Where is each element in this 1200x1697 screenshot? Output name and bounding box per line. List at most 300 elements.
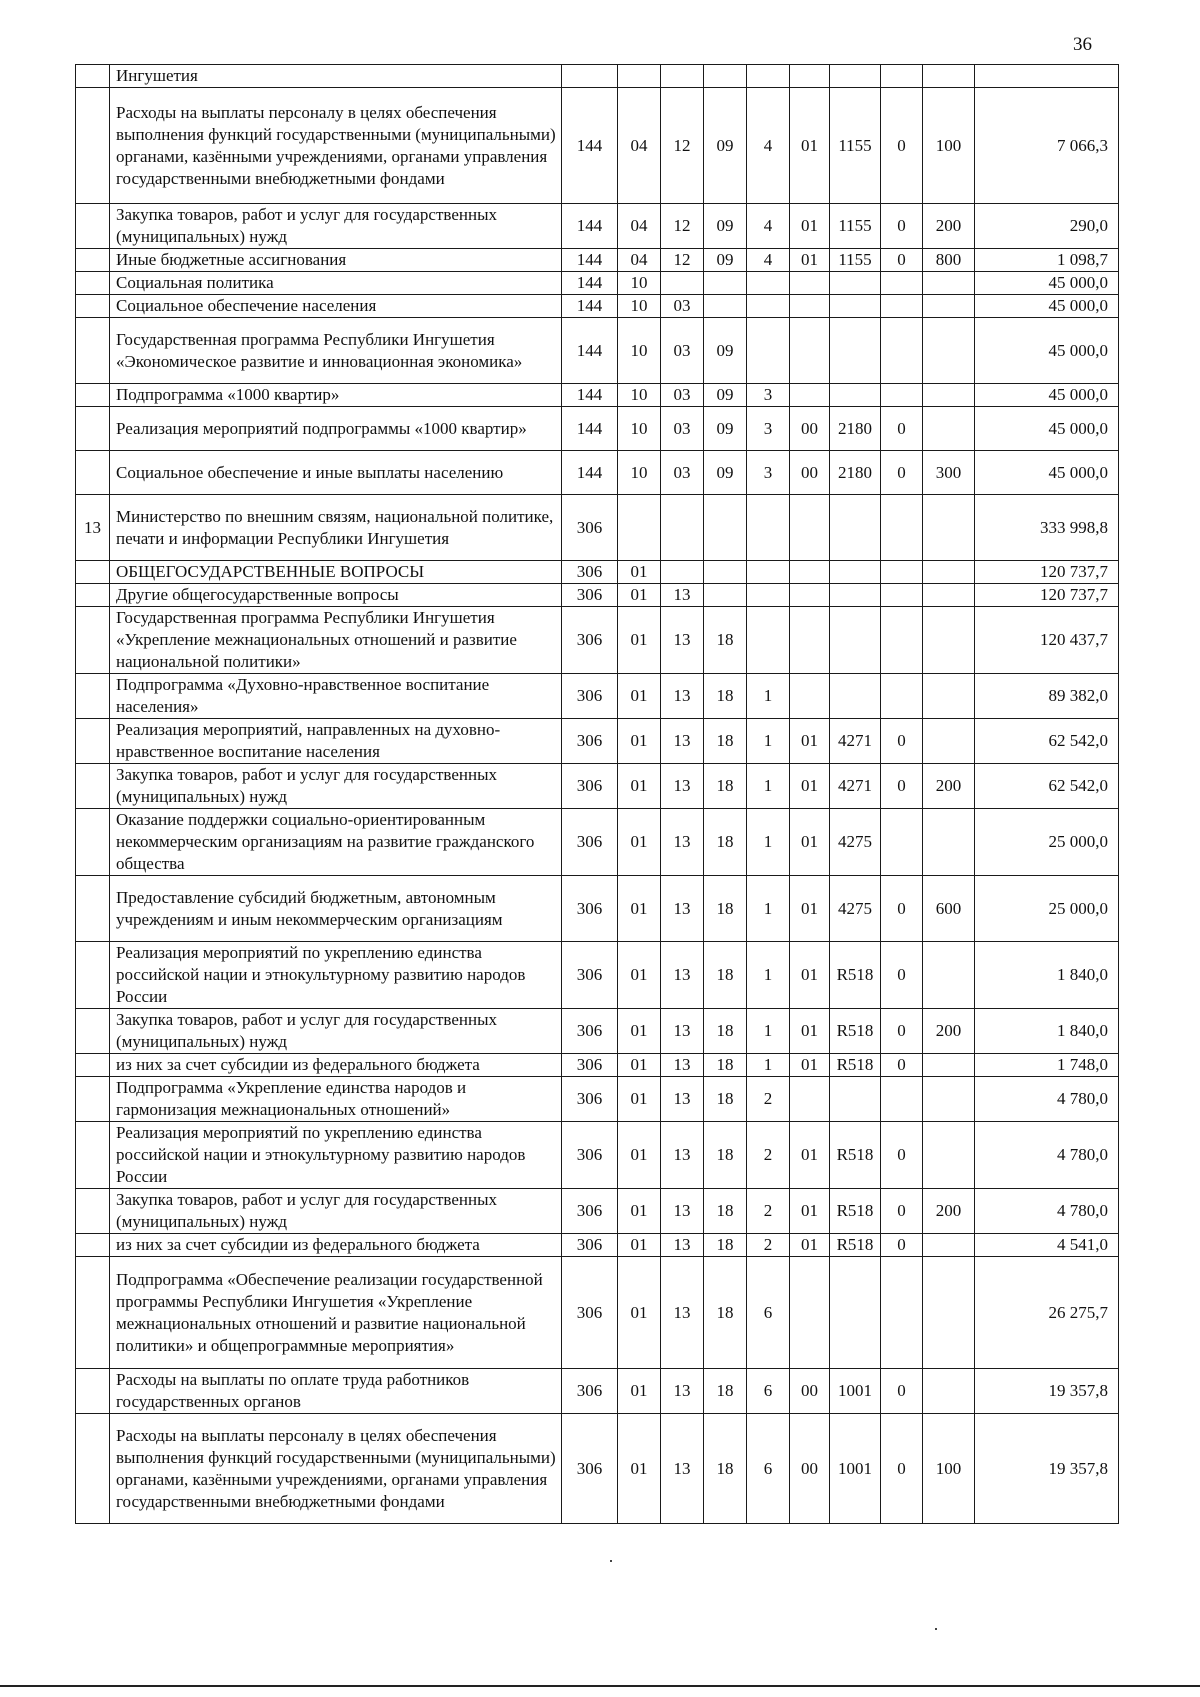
row-index-cell <box>76 1077 110 1122</box>
amount-cell: 120 437,7 <box>975 607 1119 674</box>
table-row <box>76 1122 1119 1189</box>
budget-table <box>75 64 1119 1524</box>
code-cell-c5: 6 <box>747 1414 790 1524</box>
code-cell-c2: 01 <box>618 1369 661 1414</box>
code-cell-c4: 18 <box>704 1369 747 1414</box>
code-cell-c9: 200 <box>923 1189 975 1234</box>
item-name-cell: Расходы на выплаты персоналу в целях обеспечения выполнения функций государственными (муниципальными) органами, казёнными учреждениями, органами управления государственными внебюджетными фондами <box>110 1414 562 1524</box>
code-cell-c6 <box>790 584 830 607</box>
code-cell-c8 <box>881 384 923 407</box>
item-name-cell: Расходы на выплаты по оплате труда работников государственных органов <box>110 1369 562 1414</box>
code-cell-c1: 306 <box>562 1234 618 1257</box>
code-cell-c5: 4 <box>747 204 790 249</box>
item-name-cell: ОБЩЕГОСУДАРСТВЕННЫЕ ВОПРОСЫ <box>110 561 562 584</box>
code-cell-c4: 18 <box>704 764 747 809</box>
code-cell-c5: 1 <box>747 1054 790 1077</box>
row-index-cell <box>76 295 110 318</box>
code-cell-c2: 10 <box>618 451 661 495</box>
code-cell-c6: 01 <box>790 1054 830 1077</box>
code-cell-c5: 1 <box>747 674 790 719</box>
code-cell-c1: 144 <box>562 407 618 451</box>
code-cell-c5 <box>747 584 790 607</box>
code-cell-c3: 03 <box>661 384 704 407</box>
row-index-cell <box>76 1122 110 1189</box>
code-cell-c7 <box>830 584 881 607</box>
code-cell-c9 <box>923 1257 975 1369</box>
code-cell-c3: 13 <box>661 809 704 876</box>
code-cell-c6 <box>790 295 830 318</box>
amount-cell: 333 998,8 <box>975 495 1119 561</box>
code-cell-c8: 0 <box>881 1369 923 1414</box>
code-cell-c6 <box>790 607 830 674</box>
row-index-cell <box>76 719 110 764</box>
code-cell-c3: 13 <box>661 764 704 809</box>
code-cell-c5: 1 <box>747 942 790 1009</box>
code-cell-c5: 2 <box>747 1122 790 1189</box>
code-cell-c3: 13 <box>661 1009 704 1054</box>
amount-cell: 4 780,0 <box>975 1077 1119 1122</box>
code-cell-c2: 01 <box>618 719 661 764</box>
row-index-cell <box>76 1009 110 1054</box>
code-cell-c7 <box>830 295 881 318</box>
code-cell-c2: 04 <box>618 88 661 204</box>
table-row <box>76 1009 1119 1054</box>
row-index-cell <box>76 272 110 295</box>
table-row <box>76 607 1119 674</box>
row-index-cell <box>76 1257 110 1369</box>
row-index-cell <box>76 764 110 809</box>
code-cell-c9: 200 <box>923 204 975 249</box>
code-cell-c3: 13 <box>661 1234 704 1257</box>
amount-cell: 4 541,0 <box>975 1234 1119 1257</box>
table-row <box>76 451 1119 495</box>
table-row <box>76 295 1119 318</box>
code-cell-c2: 01 <box>618 1257 661 1369</box>
table-row <box>76 1257 1119 1369</box>
code-cell-c3: 03 <box>661 407 704 451</box>
item-name-cell: Государственная программа Республики Ингушетия «Экономическое развитие и инновационная экономика» <box>110 318 562 384</box>
code-cell-c4: 18 <box>704 674 747 719</box>
code-cell-c4: 18 <box>704 876 747 942</box>
item-name-cell: из них за счет субсидии из федерального бюджета <box>110 1054 562 1077</box>
code-cell-c7 <box>830 1077 881 1122</box>
code-cell-c2: 10 <box>618 407 661 451</box>
code-cell-c6: 00 <box>790 1369 830 1414</box>
table-row <box>76 384 1119 407</box>
code-cell-c4 <box>704 295 747 318</box>
item-name-cell: Реализация мероприятий по укреплению единства российской нации и этнокультурному развитию народов России <box>110 1122 562 1189</box>
code-cell-c4 <box>704 272 747 295</box>
amount-cell: 45 000,0 <box>975 295 1119 318</box>
amount-cell: 19 357,8 <box>975 1414 1119 1524</box>
code-cell-c5 <box>747 272 790 295</box>
item-name-cell: Социальное обеспечение населения <box>110 295 562 318</box>
code-cell-c2: 01 <box>618 764 661 809</box>
code-cell-c4: 18 <box>704 809 747 876</box>
code-cell-c8: 0 <box>881 249 923 272</box>
table-row <box>76 674 1119 719</box>
amount-cell: 45 000,0 <box>975 384 1119 407</box>
code-cell-c8: 0 <box>881 942 923 1009</box>
code-cell-c2: 01 <box>618 1122 661 1189</box>
row-index-cell <box>76 1414 110 1524</box>
scan-speck <box>610 1560 612 1562</box>
code-cell-c1: 144 <box>562 249 618 272</box>
code-cell-c3: 13 <box>661 1189 704 1234</box>
code-cell-c6: 01 <box>790 876 830 942</box>
item-name-cell: Социальное обеспечение и иные выплаты населению <box>110 451 562 495</box>
amount-cell: 1 098,7 <box>975 249 1119 272</box>
code-cell-c5 <box>747 561 790 584</box>
amount-cell: 25 000,0 <box>975 876 1119 942</box>
code-cell-c7: R518 <box>830 1054 881 1077</box>
table-row <box>76 318 1119 384</box>
code-cell-c3: 13 <box>661 607 704 674</box>
row-index-cell: 13 <box>76 495 110 561</box>
code-cell-c9 <box>923 495 975 561</box>
code-cell-c6: 01 <box>790 1009 830 1054</box>
amount-cell: 19 357,8 <box>975 1369 1119 1414</box>
code-cell-c5: 1 <box>747 876 790 942</box>
code-cell-c6 <box>790 674 830 719</box>
code-cell-c4: 09 <box>704 407 747 451</box>
code-cell-c8: 0 <box>881 719 923 764</box>
code-cell-c4: 09 <box>704 384 747 407</box>
code-cell-c1: 306 <box>562 495 618 561</box>
table-row <box>76 1369 1119 1414</box>
code-cell-c8: 0 <box>881 1009 923 1054</box>
amount-cell: 45 000,0 <box>975 451 1119 495</box>
code-cell-c5: 4 <box>747 249 790 272</box>
amount-cell: 1 748,0 <box>975 1054 1119 1077</box>
code-cell-c7 <box>830 495 881 561</box>
code-cell-c9 <box>923 65 975 88</box>
code-cell-c5: 2 <box>747 1189 790 1234</box>
code-cell-c8 <box>881 495 923 561</box>
row-index-cell <box>76 204 110 249</box>
row-index-cell <box>76 1054 110 1077</box>
row-index-cell <box>76 318 110 384</box>
code-cell-c1: 306 <box>562 764 618 809</box>
code-cell-c6: 01 <box>790 1234 830 1257</box>
code-cell-c3: 13 <box>661 1122 704 1189</box>
item-name-cell: Закупка товаров, работ и услуг для государственных (муниципальных) нужд <box>110 1189 562 1234</box>
code-cell-c8 <box>881 272 923 295</box>
code-cell-c5: 6 <box>747 1257 790 1369</box>
code-cell-c1: 306 <box>562 876 618 942</box>
amount-cell: 45 000,0 <box>975 318 1119 384</box>
amount-cell: 120 737,7 <box>975 561 1119 584</box>
item-name-cell: Другие общегосударственные вопросы <box>110 584 562 607</box>
code-cell-c7: R518 <box>830 942 881 1009</box>
code-cell-c3: 13 <box>661 876 704 942</box>
code-cell-c2: 04 <box>618 204 661 249</box>
code-cell-c8 <box>881 1257 923 1369</box>
code-cell-c2: 01 <box>618 561 661 584</box>
code-cell-c3: 13 <box>661 584 704 607</box>
code-cell-c8 <box>881 65 923 88</box>
code-cell-c7: 1001 <box>830 1414 881 1524</box>
code-cell-c2: 01 <box>618 1009 661 1054</box>
code-cell-c6: 00 <box>790 407 830 451</box>
table-row <box>76 1414 1119 1524</box>
code-cell-c2: 10 <box>618 272 661 295</box>
item-name-cell: Реализация мероприятий подпрограммы «1000 квартир» <box>110 407 562 451</box>
table-body <box>76 65 1119 1524</box>
item-name-cell: Государственная программа Республики Ингушетия «Укрепление межнациональных отношений и развитие национальной политики» <box>110 607 562 674</box>
code-cell-c6: 01 <box>790 719 830 764</box>
code-cell-c9: 200 <box>923 1009 975 1054</box>
item-name-cell: из них за счет субсидии из федерального бюджета <box>110 1234 562 1257</box>
code-cell-c9 <box>923 584 975 607</box>
code-cell-c9 <box>923 719 975 764</box>
row-index-cell <box>76 584 110 607</box>
scan-edge-line <box>0 1685 1200 1687</box>
code-cell-c6 <box>790 272 830 295</box>
code-cell-c2: 01 <box>618 1077 661 1122</box>
code-cell-c7: 4271 <box>830 764 881 809</box>
code-cell-c3 <box>661 65 704 88</box>
code-cell-c1: 144 <box>562 88 618 204</box>
code-cell-c8: 0 <box>881 876 923 942</box>
code-cell-c4 <box>704 495 747 561</box>
code-cell-c6 <box>790 1257 830 1369</box>
table-row <box>76 1054 1119 1077</box>
item-name-cell: Ингушетия <box>110 65 562 88</box>
table-row <box>76 809 1119 876</box>
code-cell-c1: 306 <box>562 809 618 876</box>
code-cell-c1: 306 <box>562 719 618 764</box>
code-cell-c4: 18 <box>704 942 747 1009</box>
code-cell-c5: 1 <box>747 1009 790 1054</box>
code-cell-c9: 300 <box>923 451 975 495</box>
code-cell-c4 <box>704 65 747 88</box>
amount-cell: 7 066,3 <box>975 88 1119 204</box>
row-index-cell <box>76 65 110 88</box>
amount-cell: 4 780,0 <box>975 1122 1119 1189</box>
item-name-cell: Реализация мероприятий по укреплению единства российской нации и этнокультурному развитию народов России <box>110 942 562 1009</box>
code-cell-c3 <box>661 561 704 584</box>
code-cell-c8: 0 <box>881 1189 923 1234</box>
code-cell-c1: 306 <box>562 1369 618 1414</box>
code-cell-c7: 2180 <box>830 451 881 495</box>
code-cell-c9: 800 <box>923 249 975 272</box>
code-cell-c3 <box>661 272 704 295</box>
amount-cell: 45 000,0 <box>975 407 1119 451</box>
amount-cell: 62 542,0 <box>975 719 1119 764</box>
code-cell-c5 <box>747 295 790 318</box>
code-cell-c8: 0 <box>881 407 923 451</box>
row-index-cell <box>76 384 110 407</box>
code-cell-c7 <box>830 1257 881 1369</box>
item-name-cell: Закупка товаров, работ и услуг для государственных (муниципальных) нужд <box>110 1009 562 1054</box>
code-cell-c7 <box>830 607 881 674</box>
code-cell-c5: 1 <box>747 809 790 876</box>
code-cell-c8: 0 <box>881 1122 923 1189</box>
code-cell-c6: 01 <box>790 1189 830 1234</box>
code-cell-c3: 12 <box>661 204 704 249</box>
code-cell-c2: 01 <box>618 1414 661 1524</box>
row-index-cell <box>76 674 110 719</box>
code-cell-c8: 0 <box>881 1234 923 1257</box>
code-cell-c8: 0 <box>881 1414 923 1524</box>
amount-cell <box>975 65 1119 88</box>
code-cell-c5 <box>747 495 790 561</box>
code-cell-c1: 306 <box>562 1009 618 1054</box>
row-index-cell <box>76 1189 110 1234</box>
code-cell-c8 <box>881 318 923 384</box>
item-name-cell: Социальная политика <box>110 272 562 295</box>
item-name-cell: Министерство по внешним связям, национальной политике, печати и информации Республики Ингушетия <box>110 495 562 561</box>
code-cell-c4: 18 <box>704 1414 747 1524</box>
code-cell-c4: 18 <box>704 607 747 674</box>
code-cell-c2: 01 <box>618 607 661 674</box>
code-cell-c6: 01 <box>790 249 830 272</box>
code-cell-c3: 13 <box>661 1414 704 1524</box>
code-cell-c3: 13 <box>661 1369 704 1414</box>
code-cell-c5: 1 <box>747 719 790 764</box>
amount-cell: 290,0 <box>975 204 1119 249</box>
table-row <box>76 942 1119 1009</box>
code-cell-c1: 144 <box>562 384 618 407</box>
code-cell-c5: 2 <box>747 1234 790 1257</box>
item-name-cell: Подпрограмма «Обеспечение реализации государственной программы Республики Ингушетия «Укрепление межнациональных отношений и развитие национальной политики» и общепрограммные мероприятия» <box>110 1257 562 1369</box>
table-row <box>76 88 1119 204</box>
code-cell-c7: R518 <box>830 1122 881 1189</box>
code-cell-c2: 10 <box>618 318 661 384</box>
item-name-cell: Подпрограмма «Укрепление единства народов и гармонизация межнациональных отношений» <box>110 1077 562 1122</box>
code-cell-c4 <box>704 561 747 584</box>
row-index-cell <box>76 249 110 272</box>
code-cell-c4: 18 <box>704 1054 747 1077</box>
table-row <box>76 204 1119 249</box>
code-cell-c2: 01 <box>618 942 661 1009</box>
row-index-cell <box>76 407 110 451</box>
code-cell-c9 <box>923 1369 975 1414</box>
code-cell-c1: 306 <box>562 1077 618 1122</box>
item-name-cell: Подпрограмма «Духовно-нравственное воспитание населения» <box>110 674 562 719</box>
code-cell-c9 <box>923 1234 975 1257</box>
code-cell-c9 <box>923 1122 975 1189</box>
code-cell-c4: 09 <box>704 249 747 272</box>
code-cell-c6 <box>790 65 830 88</box>
code-cell-c4 <box>704 584 747 607</box>
table-row <box>76 719 1119 764</box>
code-cell-c9 <box>923 384 975 407</box>
code-cell-c1: 306 <box>562 942 618 1009</box>
code-cell-c9 <box>923 809 975 876</box>
code-cell-c9: 600 <box>923 876 975 942</box>
code-cell-c2 <box>618 65 661 88</box>
code-cell-c4: 09 <box>704 88 747 204</box>
code-cell-c2: 01 <box>618 1189 661 1234</box>
row-index-cell <box>76 1234 110 1257</box>
code-cell-c7 <box>830 384 881 407</box>
code-cell-c9 <box>923 674 975 719</box>
code-cell-c9 <box>923 295 975 318</box>
code-cell-c4: 09 <box>704 204 747 249</box>
row-index-cell <box>76 942 110 1009</box>
table-row <box>76 249 1119 272</box>
code-cell-c8 <box>881 561 923 584</box>
code-cell-c1: 306 <box>562 1257 618 1369</box>
code-cell-c6: 01 <box>790 1122 830 1189</box>
code-cell-c6 <box>790 318 830 384</box>
code-cell-c8 <box>881 584 923 607</box>
table-row <box>76 584 1119 607</box>
code-cell-c7: 1001 <box>830 1369 881 1414</box>
table-row <box>76 1189 1119 1234</box>
code-cell-c4: 18 <box>704 1257 747 1369</box>
item-name-cell: Реализация мероприятий, направленных на духовно-нравственное воспитание населения <box>110 719 562 764</box>
code-cell-c2: 10 <box>618 295 661 318</box>
amount-cell: 120 737,7 <box>975 584 1119 607</box>
table-row <box>76 495 1119 561</box>
item-name-cell: Закупка товаров, работ и услуг для государственных (муниципальных) нужд <box>110 764 562 809</box>
code-cell-c7 <box>830 318 881 384</box>
code-cell-c9 <box>923 561 975 584</box>
code-cell-c4: 18 <box>704 1077 747 1122</box>
code-cell-c9 <box>923 1077 975 1122</box>
code-cell-c9: 100 <box>923 88 975 204</box>
amount-cell: 62 542,0 <box>975 764 1119 809</box>
code-cell-c5 <box>747 65 790 88</box>
amount-cell: 45 000,0 <box>975 272 1119 295</box>
code-cell-c1: 144 <box>562 272 618 295</box>
code-cell-c8: 0 <box>881 88 923 204</box>
code-cell-c6 <box>790 495 830 561</box>
code-cell-c6 <box>790 384 830 407</box>
row-index-cell <box>76 561 110 584</box>
code-cell-c1: 144 <box>562 451 618 495</box>
row-index-cell <box>76 1369 110 1414</box>
code-cell-c3: 12 <box>661 249 704 272</box>
code-cell-c6 <box>790 561 830 584</box>
code-cell-c2: 10 <box>618 384 661 407</box>
code-cell-c8: 0 <box>881 1054 923 1077</box>
code-cell-c3 <box>661 495 704 561</box>
code-cell-c1: 306 <box>562 1054 618 1077</box>
code-cell-c9 <box>923 272 975 295</box>
row-index-cell <box>76 451 110 495</box>
code-cell-c6 <box>790 1077 830 1122</box>
code-cell-c4: 18 <box>704 1122 747 1189</box>
code-cell-c2: 01 <box>618 876 661 942</box>
row-index-cell <box>76 809 110 876</box>
amount-cell: 26 275,7 <box>975 1257 1119 1369</box>
code-cell-c1: 306 <box>562 584 618 607</box>
code-cell-c7: 1155 <box>830 88 881 204</box>
code-cell-c6: 01 <box>790 764 830 809</box>
code-cell-c2 <box>618 495 661 561</box>
code-cell-c2: 01 <box>618 674 661 719</box>
code-cell-c8 <box>881 674 923 719</box>
code-cell-c7: R518 <box>830 1189 881 1234</box>
code-cell-c9: 200 <box>923 764 975 809</box>
item-name-cell: Иные бюджетные ассигнования <box>110 249 562 272</box>
code-cell-c4: 18 <box>704 719 747 764</box>
code-cell-c4: 09 <box>704 318 747 384</box>
code-cell-c8: 0 <box>881 764 923 809</box>
table-row <box>76 1234 1119 1257</box>
code-cell-c3: 13 <box>661 1257 704 1369</box>
code-cell-c7: 4275 <box>830 809 881 876</box>
code-cell-c3: 13 <box>661 1077 704 1122</box>
code-cell-c1 <box>562 65 618 88</box>
code-cell-c1: 144 <box>562 318 618 384</box>
code-cell-c3: 12 <box>661 88 704 204</box>
table-row <box>76 407 1119 451</box>
